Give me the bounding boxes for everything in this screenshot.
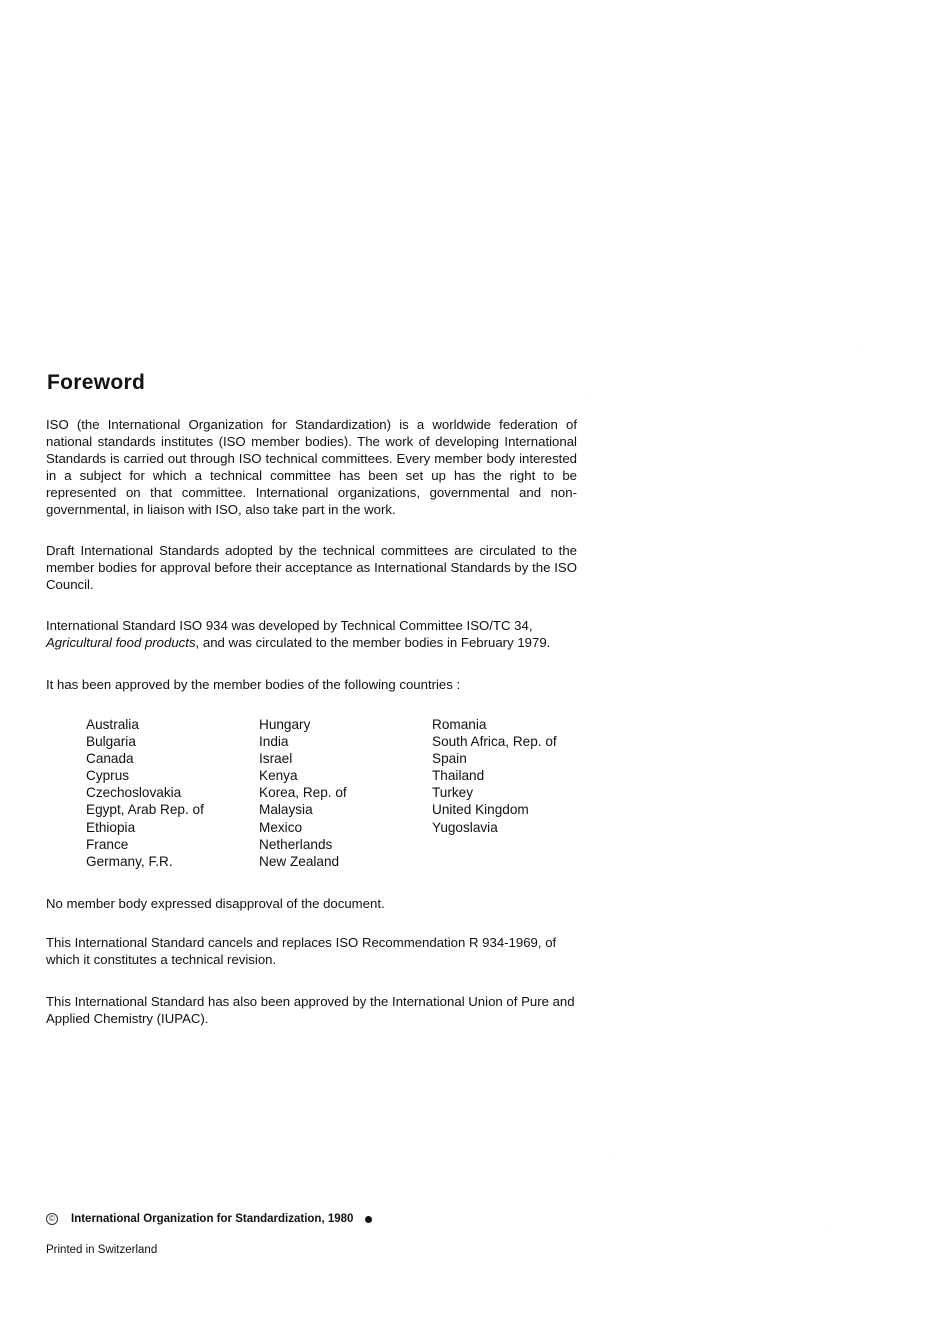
paragraph-draft-standards: Draft International Standards adopted by the technical committees are circulated to the member bodies for approval before their acceptance as International Standards by the ISO Council. <box>46 543 577 593</box>
country-item: Cyprus <box>86 768 130 784</box>
paragraph-iso-934 <box>46 617 577 651</box>
page-title: Foreword <box>47 371 146 394</box>
bullet-icon <box>365 1216 372 1223</box>
country-item: Australia <box>86 717 139 732</box>
country-column-1 <box>86 716 259 870</box>
printed-in: Printed in Switzerland <box>46 1244 158 1256</box>
scan-speck <box>612 1154 613 1155</box>
country-item: South Africa, Rep. of <box>432 734 557 750</box>
country-item: Mexico <box>259 819 303 835</box>
country-item: New Zealand <box>259 853 340 869</box>
country-item: Egypt, Arab Rep. of <box>86 802 204 818</box>
country-item: Canada <box>86 751 134 767</box>
iso-934-text: International Standard ISO 934 was developed by Technical Committee ISO/TC 34, <box>46 618 533 633</box>
paragraph-no-disapproval: No member body expressed disapproval of the document. <box>46 896 385 911</box>
scan-speck <box>587 394 588 395</box>
scan-speck <box>860 348 861 349</box>
country-item: Israel <box>259 751 293 767</box>
country-item: Thailand <box>432 768 485 784</box>
country-item: Germany, F.R. <box>86 853 173 869</box>
country-item: Turkey <box>432 785 474 801</box>
country-item: Romania <box>432 717 487 732</box>
paragraph-approved-by: It has been approved by the member bodies of the following countries : <box>46 677 461 692</box>
country-item: Czechoslovakia <box>86 785 182 801</box>
country-item: India <box>259 734 289 750</box>
scan-speck <box>825 1226 826 1227</box>
country-list <box>86 716 592 870</box>
paragraph-replaces: This International Standard cancels and replaces ISO Recommendation R 934-1969, of which it constitutes a technical revision. <box>46 935 557 968</box>
country-item: Yugoslavia <box>432 819 498 835</box>
country-item: Kenya <box>259 768 298 784</box>
copyright-line <box>46 1213 372 1225</box>
country-item: United Kingdom <box>432 802 529 818</box>
copyright-icon: © <box>46 1213 58 1225</box>
country-item: Hungary <box>259 717 311 732</box>
iso-934-text-end: , and was circulated to the member bodies in February 1979. <box>195 635 551 651</box>
paragraph-iupac: This International Standard has also been approved by the International Union of Pure and Applied Chemistry (IUPAC). <box>46 994 575 1027</box>
country-column-2 <box>259 716 432 870</box>
country-column-3 <box>432 716 592 870</box>
country-item: Bulgaria <box>86 734 136 750</box>
country-item: France <box>86 836 129 852</box>
country-item: Spain <box>432 751 467 767</box>
country-item: Malaysia <box>259 802 313 818</box>
country-item: Korea, Rep. of <box>259 785 347 801</box>
committee-title: Agricultural food products <box>46 635 196 651</box>
country-item: Netherlands <box>259 836 333 852</box>
paragraph-iso-intro: ISO (the International Organization for Standardization) is a worldwide federation of national standards institutes (ISO member bodies). The work of developing International Standards is carried out through ISO technical committees. Every member body interested in a subject for which a technical committee has been set up has the right to be represented on that committee. International organizations, governmental and non-governmental, in liaison with ISO, also take part in the work. <box>46 417 577 518</box>
copyright-text: International Organization for Standardization, 1980 <box>71 1213 354 1225</box>
country-item: Ethiopia <box>86 819 136 835</box>
